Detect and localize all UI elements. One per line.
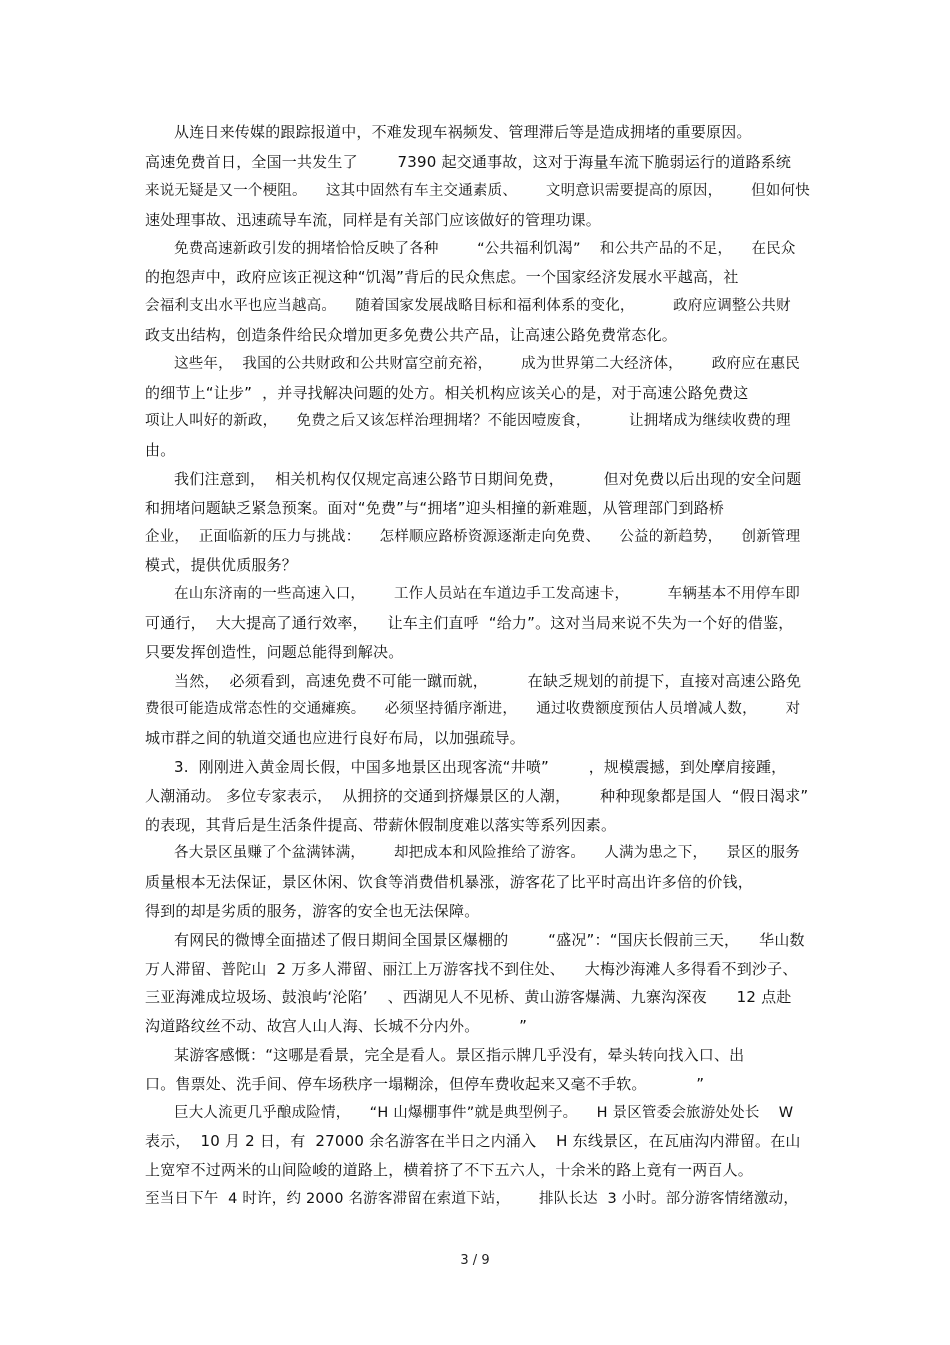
text-line: 的表现，其背后是生活条件提高、带薪休假制度难以落实等系列因素。 <box>145 816 617 834</box>
text-line: 的细节上“让步” ，并寻找解决问题的处方。相关机构应该关心的是，对于高速公路免费这 <box>145 384 749 402</box>
text-line: 我们注意到， 相关机构仅仅规定高速公路节日期间免费， 但对免费以后出现的安全问题 <box>174 470 802 488</box>
text-line: 巨大人流更几乎酿成险情， “H 山爆棚事件”就是典型例子。 H 景区管委会旅游处处长 W <box>174 1105 794 1121</box>
text-line: 各大景区虽赚了个盆满钵满， 却把成本和风险推给了游客。 人满为患之下， 景区的服务 <box>174 845 800 861</box>
text-line: 高速免费首日，全国一共发生了 7390 起交通事故，这对于海量车流下脆弱运行的道路系统 <box>145 153 792 171</box>
text-line: 模式，提供优质服务？ <box>145 556 298 574</box>
text-line: 沟道路纹丝不动、故宫人山人海、长城不分内外。 ” <box>145 1017 528 1035</box>
text-line: 只要发挥创造性，问题总能得到解决。 <box>145 643 404 661</box>
text-line: 质量根本无法保证，景区休闲、饮食等消费借机暴涨，游客花了比平时高出许多倍的价钱， <box>145 873 754 891</box>
text-line: 会福利支出水平也应当越高。 随着国家发展战略目标和福利体系的变化， 政府应调整公共财 <box>145 298 791 314</box>
text-line: 这些年， 我国的公共财政和公共财富空前充裕， 成为世界第二大经济体， 政府应在惠民 <box>174 356 800 372</box>
text-line: 上宽窄不过两米的山间险峻的道路上，横着挤了不下五六人，十余米的路上竟有一两百人。 <box>145 1161 754 1179</box>
text-line: 当然， 必须看到，高速免费不可能一蹴而就， 在缺乏规划的前提下，直接对高速公路免 <box>174 672 802 690</box>
text-line: 得到的却是劣质的服务，游客的安全也无法保障。 <box>145 902 480 920</box>
text-line: 来说无疑是又一个梗阻。 这其中固然有车主交通素质、 文明意识需要提高的原因， 但如何快 <box>145 183 810 199</box>
text-line: 和拥堵问题缺乏紧急预案。面对“免费”与“拥堵”迎头相撞的新难题，从管理部门到路桥 <box>145 499 725 517</box>
text-line: 有网民的微博全面描述了假日期间全国景区爆棚的 “盛况”：“国庆长假前三天， 华山数 <box>174 931 805 949</box>
text-line: 项让人叫好的新政， 免费之后又该怎样治理拥堵？不能因噎废食， 让拥堵成为继续收费的理 <box>145 413 791 429</box>
text-line: 3. 刚刚进入黄金周长假，中国多地景区出现客流“井喷” ，规模震撼，到处摩肩接踵， <box>174 758 787 776</box>
text-line: 口。售票处、洗手间、停车场秩序一塌糊涂，但停车费收起来又毫不手软。 ” <box>145 1075 705 1093</box>
text-line: 政支出结构，创造条件给民众增加更多免费公共产品，让高速公路免费常态化。 <box>145 326 678 344</box>
text-line: 由。 <box>145 441 176 459</box>
text-line: 在山东济南的一些高速入口， 工作人员站在车道边手工发高速卡， 车辆基本不用停车即 <box>174 586 800 602</box>
text-line: 免费高速新政引发的拥堵恰恰反映了各种 “公共福利饥渴” 和公共产品的不足， 在民众 <box>174 241 796 257</box>
text-line: 城市群之间的轨道交通也应进行良好布局，以加强疏导。 <box>145 729 526 747</box>
text-line: 三亚海滩成垃圾场、鼓浪屿‘沦陷’ 、西湖见人不见桥、黄山游客爆满、九寨沟深夜 12 点赴 <box>145 988 792 1006</box>
text-line: 可通行， 大大提高了通行效率， 让车主们直呼 “给力”。这对当局来说不失为一个好的借鉴， <box>145 614 794 632</box>
text-line: 人潮涌动。 多位专家表示， 从拥挤的交通到挤爆景区的人潮， 种种现象都是国人 “假日渴求” <box>145 787 809 805</box>
text-line: 速处理事故、迅速疏导车流，同样是有关部门应该做好的管理功课。 <box>145 211 602 229</box>
text-line: 的抱怨声中，政府应该正视这种“饥渴”背后的民众焦虑。一个国家经济发展水平越高，社 <box>145 268 739 286</box>
text-line: 从连日来传媒的跟踪报道中，不难发现车祸频发、管理滞后等是造成拥堵的重要原因。 <box>174 123 752 141</box>
text-line: 企业， 正面临新的压力与挑战： 怎样顺应路桥资源逐渐走向免费、 公益的新趋势， 创新管理 <box>145 529 801 545</box>
text-line: 某游客感慨：“这哪是看景，完全是看人。景区指示牌几乎没有，晕头转向找入口、出 <box>174 1046 745 1064</box>
text-line: 至当日下午 4 时许，约 2000 名游客滞留在索道下站， 排队长达 3 小时。部分游客情绪激动， <box>145 1191 799 1207</box>
page-number: 3 / 9 <box>460 1253 490 1268</box>
text-line: 万人滞留、普陀山 2 万多人滞留、丽江上万游客找不到住处、 大梅沙海滩人多得看不到沙子、 <box>145 960 798 978</box>
text-line: 费很可能造成常态性的交通瘫痪。 必须坚持循序渐进， 通过收费额度预估人员增减人数， 对 <box>145 701 801 717</box>
text-line: 表示， 10 月 2 日，有 27000 余名游客在半日之内涌入 H 东线景区，在瓦庙沟内滞留。在山 <box>145 1132 801 1150</box>
